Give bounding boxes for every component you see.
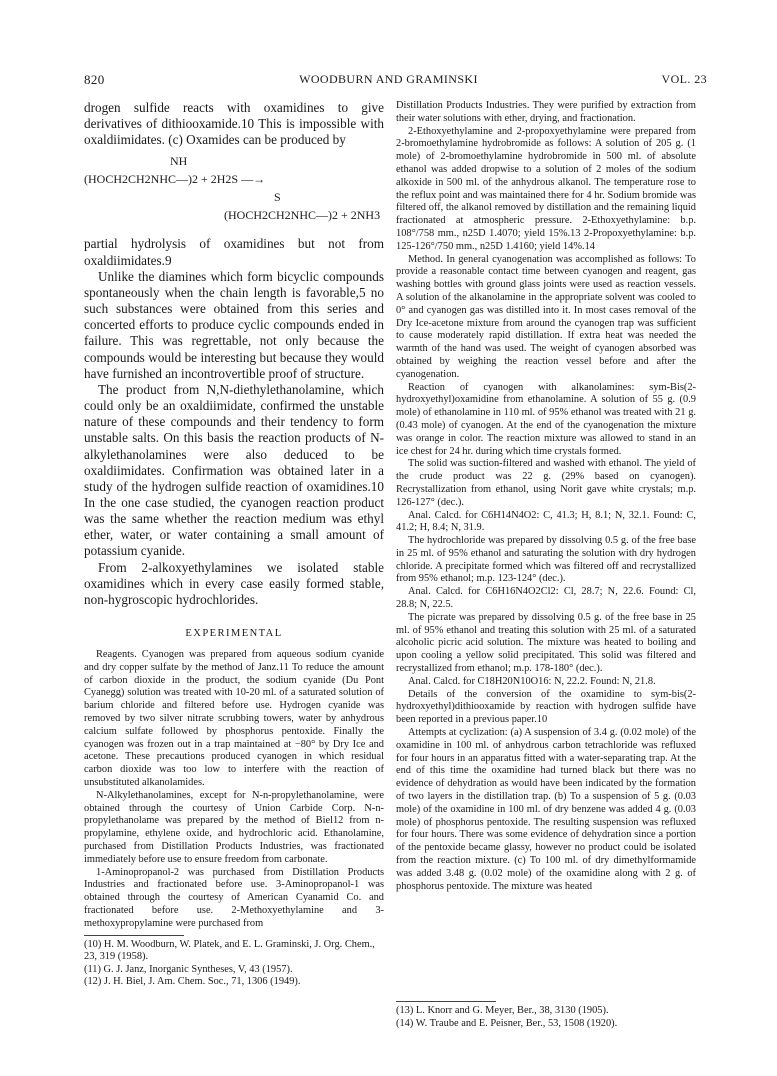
left-column [84, 100, 384, 989]
equation-nh: NH [170, 154, 188, 169]
running-head: WOODBURN AND GRAMINSKI [299, 72, 478, 86]
footnote-divider-right [396, 1001, 496, 1002]
paragraph-diamines: Unlike the diamines which form bicyclic compounds spontaneously when the chain length is favorable,5 no such substances were obtained from this series and concerted efforts to produce cyclic compounds ended in failure. This was regrettable, not only because the compounds would be interesting but because they would have furnished an incontrovertible proof of structure. [84, 268, 384, 381]
experimental-heading: EXPERIMENTAL [185, 628, 283, 640]
volume-label: VOL. 23 [661, 72, 707, 86]
paragraph-diethylethanolamine: The product from N,N-diethylethanolamine, which could only be an oxaldiimidate, confirmed the unstable nature of these compounds and their tendency to form unstable salts. On this basis the reaction products of N-alkylethanolamines were also deduced to be oxaldiimidates. Confirmation was obtained later in a study of the hydrogen sulfide reaction of oxamidines.10 In the one case studied, the cyanogen reaction product was the same whether the reaction medium was ethyl ether, water, or water containing a small amount of potassium cyanide. [84, 381, 384, 559]
reaction-equation [84, 152, 384, 228]
paragraph-reagents: Reagents. Cyanogen was prepared from aqueous sodium cyanide and dry copper sulfate by the method of Janz.11 To reduce the amount of carbon dioxide in the product, the sodium cyanide (Du Pont Cyanegg) solution was treated with 10-20 ml. of a saturated solution of barium chloride and filtered before use. Hydrogen cyanide was removed by two silver nitrate scrubbing towers, water by anhydrous calcium sulfate followed by phosphorus pentoxide. Finally the cyanogen was frozen out in a trap maintained at −80° by Dry Ice and acetone. These precautions produced cyanogen in which residual carbon dioxide was too low to interfere with the reaction of unsubstituted alkanolamides. [84, 649, 384, 789]
paragraph-solid: The solid was suction-filtered and washed with ethanol. The yield of the crude product was 22 g. (29% based on cyanogen). Recrystallization from ethanol, using Norit gave white crystals; m.p. 126-127° (dec.). [396, 458, 696, 508]
paragraph-aminopropanol: 1-Aminopropanol-2 was purchased from Distillation Products Industries and fractionated before use. 3-Aminopropanol-1 was obtained through the courtesy of American Cyanamid Co. and fractionated before use. 2-Methoxyethylamine and 3-methoxypropylamine were purchased from [84, 866, 384, 929]
equation-line-2: (HOCH2CH2NHC—)2 + 2NH3 [224, 208, 381, 223]
right-column [396, 100, 696, 893]
right-footnotes [396, 997, 696, 1030]
footnote-divider [84, 935, 184, 936]
footnote-14: (14) W. Traube and E. Peisner, Ber., 53, 1508 (1920). [396, 1017, 618, 1029]
paragraph-ethoxyethylamine: 2-Ethoxyethylamine and 2-propoxyethylamine were prepared from 2-bromoethylamine hydrobromide as follows: A solution of 205 g. (1 mole) of 2-bromoethylamine hydrobromide in 500 ml. of absolute ethanol was added dropwise to a solution of 2 moles of the sodium alkoxide in 500 ml. of the anhydrous alkanol. The temperature rose to the reflux point and was maintained there for 4 hr. Sodium bromide was filtered off, the alkanol removed by distillation and the remaining liquid fractionated at atmospheric pressure. 2-Ethoxyethylamine: b.p. 108°/758 mm., n25D 1.4070; yield 15%.13 2-Propoxyethylamine: b.p. 125-126°/750 mm., n25D 1.4160; yield 14%.14 [396, 125, 696, 252]
analysis-hydrochloride: Anal. Calcd. for C6H16N4O2Cl2: Cl, 28.7; N, 22.6. Found: Cl, 28.8; N, 22.5. [396, 586, 696, 611]
paragraph-cyclization: Attempts at cyclization: (a) A suspension of 3.4 g. (0.02 mole) of the oxamidine in 100 ml. of anhydrous carbon tetrachloride was refluxed for four hours in an apparatus fitted with a water-separating trap. At the end of this time the oxamidine had turned black but there was no evidence of dehydration as would have been indicated by the formation of two layers in the distillation trap. (b) To a suspension of 5 g. (0.03 mole) of the oxamidine in 100 ml. of dry benzene was added 4 g. (0.03 mole) of phosphorus pentoxide. The resulting suspension was refluxed for four hours. There was some evidence of dehydration since a portion of the pentoxide became glassy, however no product could be isolated from the reaction mixture. (c) To 100 ml. of dry dimethylformamide was added 3.48 g. (0.02 mole) of the oxamidine along with 2 g. of phosphorus pentoxide. The mixture was heated [396, 727, 696, 892]
paragraph-conversion: Details of the conversion of the oxamidine to sym-bis(2-hydroxyethyl)dithiooxamide by reaction with hydrogen sulfide have been reported in a previous paper.10 [396, 688, 696, 726]
footnote-13: (13) L. Knorr and G. Meyer, Ber., 38, 3130 (1905). [396, 1005, 609, 1016]
paragraph-method: Method. In general cyanogenation was accomplished as follows: To provide a reasonable contact time between cyanogen and reagent, gas washing bottles with ground glass joints were used as reaction vessels. A solution of the alkanolamine in the appropriate solvent was cooled to 0° and cyanogen gas was distilled into it. In most cases removal of the Dry Ice-acetone mixture from around the cyanogen trap was sufficient to cause moderately rapid distillation. If extra heat was needed the warmth of the hand was used. The weight of cyanogen absorbed was obtained by weighing the reaction vessel before and after the cyanogenation. [396, 253, 696, 380]
footnote-11: (11) G. J. Janz, Inorganic Syntheses, V, 43 (1957). [84, 963, 293, 975]
paragraph-alkoxyethylamines: From 2-alkoxyethylamines we isolated stable oxamidines which in every case easily formed stable, non-hygroscopic hydrochlorides. [84, 559, 384, 607]
footnote-12: (12) J. H. Biel, J. Am. Chem. Soc., 71, 1306 (1949). [84, 976, 301, 988]
page-number: 820 [84, 72, 105, 87]
paragraph-intro: drogen sulfide reacts with oxamidines to give derivatives of dithiooxamide.10 This is impossible with oxaldiimidates. (c) Oxamides can be produced by [84, 100, 384, 148]
paragraph-alkylethanolamines: N-Alkylethanolamines, except for N-n-propylethanolamine, were obtained through the courtesy of Union Carbide Corp. N-n-propylethanolame was prepared by the method of Biel12 from n-propylamine, ethylene oxide, and hydrochloric acid. Ethanolamine, purchased from Distillation Products Industries, was fractionated immediately before use to ensure freedom from carbonate. [84, 789, 384, 865]
equation-line-1: (HOCH2CH2NHC—)2 + 2H2S —→ [84, 172, 266, 187]
analysis-oxamidine: Anal. Calcd. for C6H14N4O2: C, 41.3; H, 8.1; N, 32.1. Found: C, 41.2; H, 8.4; N, 31.9. [396, 509, 696, 534]
footnote-10: (10) H. M. Woodburn, W. Platek, and E. L. Graminski, J. Org. Chem., 23, 319 (1958). [84, 938, 375, 963]
paragraph-purification: Distillation Products Industries. They were purified by extraction from their water solutions with ether, drying, and fractionation. [396, 100, 696, 124]
paragraph-hydrochloride: The hydrochloride was prepared by dissolving 0.5 g. of the free base in 25 ml. of 95% ethanol and saturating the solution with dry hydrogen chloride. A precipitate formed which was filtered off and recrystallized from 95% ethanol; m.p. 123-124° (dec.). [396, 535, 696, 585]
paragraph-hydrolysis: partial hydrolysis of oxamidines but not from oxaldiimidates.9 [84, 236, 384, 268]
analysis-picrate: Anal. Calcd. for C18H20N10O16: N, 22.2. Found: N, 21.8. [408, 675, 656, 687]
equation-s: S [274, 190, 281, 205]
paragraph-picrate: The picrate was prepared by dissolving 0.5 g. of the free base in 25 ml. of 95% ethanol and treating this solution with 25 ml. of a saturated alcoholic picric acid solution. The mixture was heated to boiling and upon cooling a yellow solid precipitated. This solid was filtered and recrystallized from ethanol; m.p. 178-180° (dec.). [396, 611, 696, 675]
paragraph-reaction-cyanogen: Reaction of cyanogen with alkanolamines: sym-Bis(2-hydroxyethyl)oxamidine from ethanolamine. A solution of 55 g. (0.9 mole) of ethanolamine in 110 ml. of 95% ethanol was treated with 21 g. (0.43 mole) of cyanogen. At the end of the cyanogenation the mixture was orange in color. The reaction mixture was allowed to stand in an ice chest for 24 hr. during which time crystals formed. [396, 381, 696, 457]
